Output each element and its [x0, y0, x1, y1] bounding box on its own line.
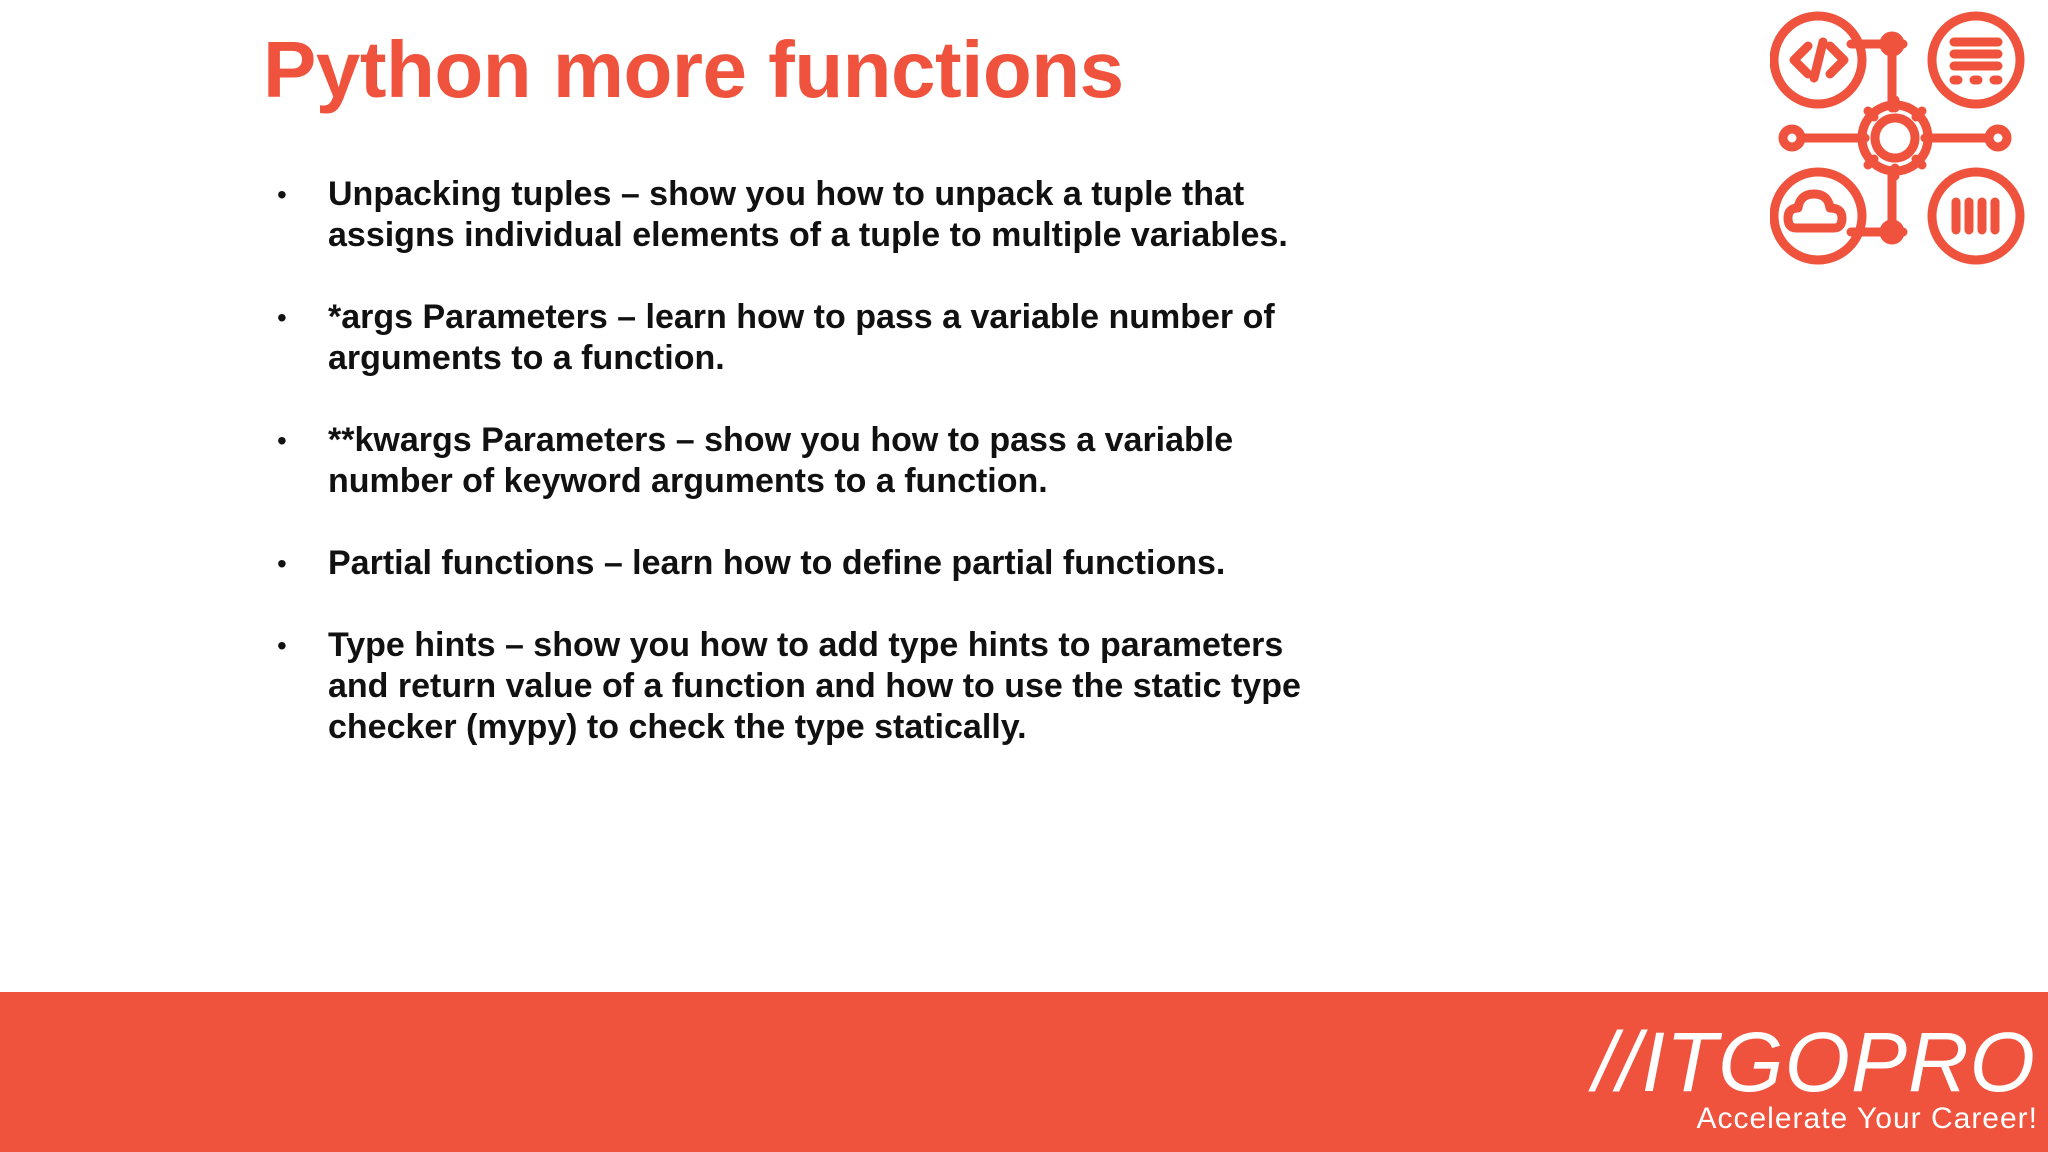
bullet-list [0, 174, 1328, 789]
bullet-dot: • [277, 548, 287, 579]
bullet-text: Unpacking tuples – show you how to unpack a tuple that assigns individual elements of a tuple to multiple variables. [328, 175, 1288, 254]
bullet-text: Type hints – show you how to add type hints to parameters and return value of a function and how to use the static type checker (mypy) to check the type statically. [328, 626, 1301, 746]
bullet-dot: • [277, 425, 287, 456]
bullet-item [0, 174, 1328, 256]
bullet-text: Partial functions – learn how to define partial functions. [328, 544, 1226, 582]
bullet-item [0, 625, 1328, 748]
bars-icon [1932, 172, 2020, 260]
brand-tagline: Accelerate Your Career! [1696, 1102, 2038, 1135]
bullet-dot: • [277, 179, 287, 210]
brand-logo: //ITGOPRO [1592, 1015, 2036, 1109]
code-icon [1774, 16, 1862, 104]
bullet-dot: • [277, 302, 287, 333]
list-icon [1932, 16, 2020, 104]
gear-icon [1857, 100, 1933, 176]
bullet-item [0, 420, 1328, 502]
bullet-text: *args Parameters – learn how to pass a variable number of arguments to a function. [328, 298, 1275, 377]
bullet-item [0, 297, 1328, 379]
bullet-item [0, 543, 1328, 584]
cloud-icon [1774, 172, 1862, 260]
slide-title: Python more functions [263, 25, 1124, 114]
tech-network-icon [1770, 8, 2026, 268]
footer-banner [0, 992, 2048, 1152]
bullet-text: **kwargs Parameters – show you how to pass a variable number of keyword arguments to a function. [328, 421, 1234, 500]
bullet-dot: • [277, 630, 287, 661]
